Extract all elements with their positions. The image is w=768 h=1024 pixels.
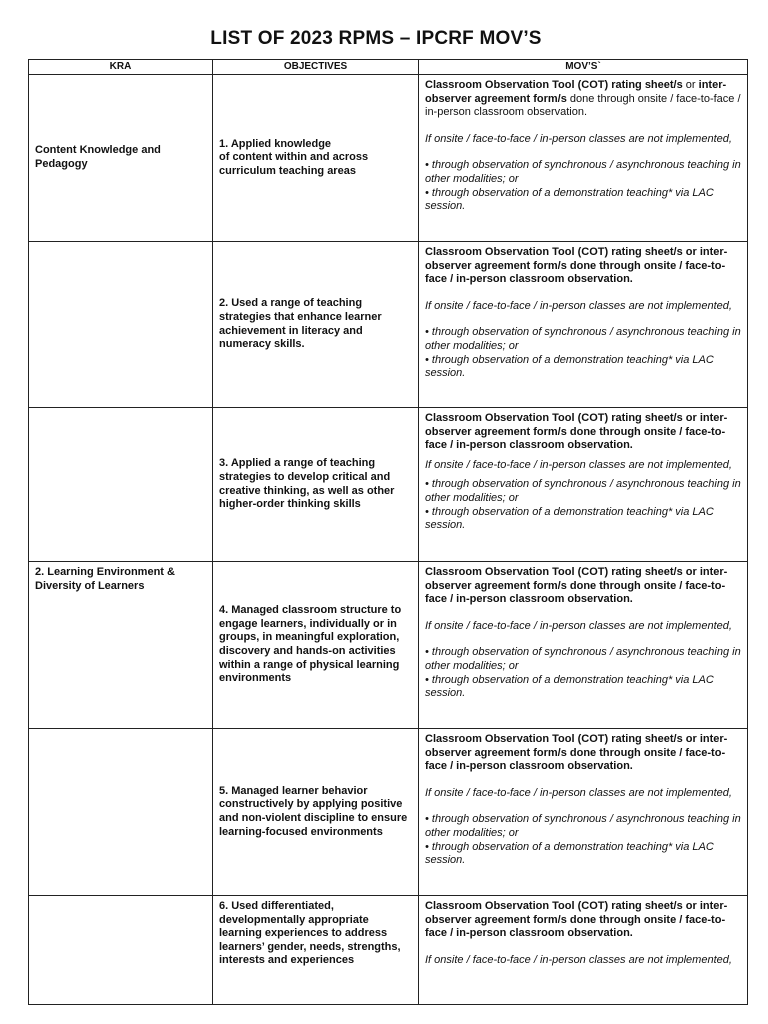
table-row — [29, 729, 748, 896]
kra-cell — [29, 408, 213, 562]
objective-cell — [213, 896, 419, 1005]
mov-inter-observer: inter-observer agreement form/s — [425, 79, 727, 105]
mov-bullet-demonstration: • through observation of a demonstration teaching* via LAC session. — [425, 353, 714, 380]
mov-done-through: done through onsite / face-to-face / in-person classroom observation. — [425, 92, 741, 119]
mov-if-onsite: If onsite / face-to-face / in-person classes are not implemented, — [425, 619, 732, 632]
objective-cell — [213, 562, 419, 729]
mov-or: or — [682, 79, 699, 91]
objective-text: 5. Managed learner behavior constructively by applying positive and non-violent discipline to ensure learning-focused environments — [219, 784, 408, 838]
mov-cell — [419, 75, 748, 242]
mov-cell — [419, 729, 748, 896]
mov-if-onsite: If onsite / face-to-face / in-person classes are not implemented, — [425, 953, 732, 966]
mov-cot-text: Classroom Observation Tool (COT) rating sheet/s or inter-observer agreement form/s done through onsite / face-to-face / in-person classroom observation. — [425, 733, 728, 773]
mov-cell — [419, 242, 748, 408]
mov-cot-text: Classroom Observation Tool (COT) rating sheet/s or inter-observer agreement form/s done through onsite / face-to-face / in-person classroom observation. — [425, 566, 728, 606]
mov-bullet-synchronous: • through observation of synchronous / asynchronous teaching in other modalities; or — [425, 326, 741, 352]
objective-cell — [213, 729, 419, 896]
mov-bullet-synchronous: • through observation of synchronous / asynchronous teaching in other modalities; or — [425, 159, 741, 185]
page-title: LIST OF 2023 RPMS – IPCRF MOV’S — [210, 28, 542, 49]
kra-cell — [29, 729, 213, 896]
mov-bullet-synchronous: • through observation of synchronous / asynchronous teaching in other modalities; or — [425, 813, 741, 839]
mov-if-onsite: If onsite / face-to-face / in-person classes are not implemented, — [425, 458, 732, 471]
mov-cot-text — [425, 79, 741, 120]
table-row — [29, 896, 748, 1005]
mov-if-onsite: If onsite / face-to-face / in-person classes are not implemented, — [425, 132, 732, 145]
table-header-row — [29, 60, 748, 75]
objective-text: 4. Managed classroom structure to engage learners, individually or in groups, in meaningful exploration, discovery and hands-on activities within a range of physical learning environments — [219, 604, 402, 685]
objective-text: 6. Used differentiated, developmentally appropriate learning experiences to address learners’ gender, needs, strengths, interests and experiences — [219, 900, 401, 967]
mov-cot-tool: Classroom Observation Tool (COT) rating sheet/s — [425, 79, 683, 91]
objective-text: 3. Applied a range of teaching strategies to develop critical and creative thinking, as well as other higher-order thinking skills — [219, 457, 395, 511]
mov-table — [28, 59, 748, 1005]
kra-cell: 2. Learning Environment & Diversity of Learners — [29, 562, 213, 729]
kra-cell: Content Knowledge and Pedagogy — [29, 75, 213, 242]
mov-if-onsite: If onsite / face-to-face / in-person classes are not implemented, — [425, 299, 732, 312]
mov-bullet-synchronous: • through observation of synchronous / asynchronous teaching in other modalities; or — [425, 478, 741, 504]
mov-bullet-demonstration: • through observation of a demonstration teaching* via LAC session. — [425, 505, 714, 532]
mov-cell — [419, 408, 748, 562]
mov-bullet-demonstration: • through observation of a demonstration teaching* via LAC session. — [425, 840, 714, 867]
mov-cell — [419, 896, 748, 1005]
mov-if-onsite: If onsite / face-to-face / in-person classes are not implemented, — [425, 786, 732, 799]
mov-cot-text: Classroom Observation Tool (COT) rating sheet/s or inter-observer agreement form/s done through onsite / face-to-face / in-person classroom observation. — [425, 246, 728, 286]
column-header-kra: KRA — [29, 60, 213, 75]
mov-cot-text: Classroom Observation Tool (COT) rating sheet/s or inter-observer agreement form/s done through onsite / face-to-face / in-person classroom observation. — [425, 900, 728, 940]
table-row — [29, 408, 748, 562]
column-header-movs: MOV’S` — [419, 60, 748, 75]
mov-cell — [419, 562, 748, 729]
kra-cell — [29, 242, 213, 408]
mov-bullet-synchronous: • through observation of synchronous / asynchronous teaching in other modalities; or — [425, 646, 741, 672]
objective-text: 2. Used a range of teaching strategies that enhance learner achievement in literacy and numeracy skills. — [219, 297, 382, 351]
mov-bullet-demonstration: • through observation of a demonstration teaching* via LAC session. — [425, 673, 714, 700]
objective-text: 1. Applied knowledge of content within and across curriculum teaching areas — [219, 137, 369, 177]
kra-cell — [29, 896, 213, 1005]
table-row — [29, 562, 748, 729]
table-row — [29, 75, 748, 242]
objective-cell — [213, 75, 419, 242]
mov-bullet-demonstration: • through observation of a demonstration teaching* via LAC session. — [425, 186, 714, 213]
objective-cell — [213, 408, 419, 562]
table-row — [29, 242, 748, 408]
column-header-objectives: OBJECTIVES — [213, 60, 419, 75]
mov-cot-text: Classroom Observation Tool (COT) rating sheet/s or inter-observer agreement form/s done through onsite / face-to-face / in-person classroom observation. — [425, 412, 728, 452]
objective-cell — [213, 242, 419, 408]
